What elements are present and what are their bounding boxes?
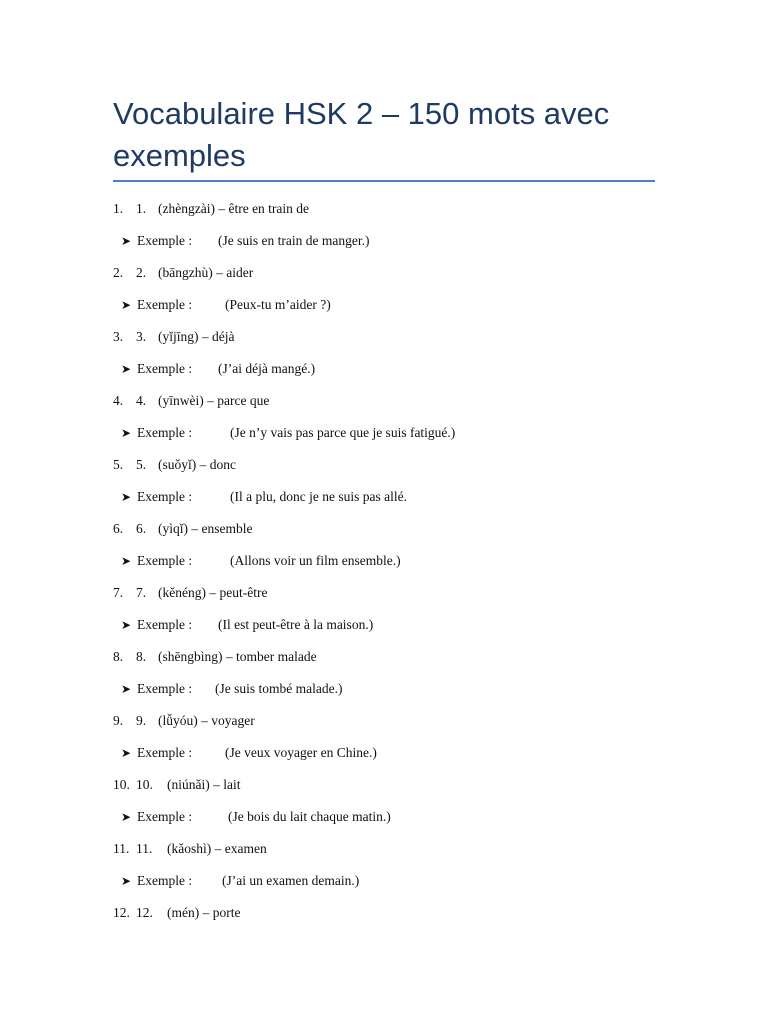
- vocab-word: (yīnwèi) – parce que: [158, 393, 270, 408]
- arrow-bullet-icon: ➤: [121, 234, 132, 248]
- item-number: 9.: [136, 713, 147, 728]
- list-number: 3.: [113, 329, 124, 344]
- arrow-bullet-icon: ➤: [121, 426, 132, 440]
- arrow-bullet-icon: ➤: [121, 298, 132, 312]
- example-label: Exemple :: [137, 553, 193, 568]
- list-number: 1.: [113, 201, 124, 216]
- arrow-bullet-icon: ➤: [121, 618, 132, 632]
- vocabulary-list: [0, 198, 768, 966]
- example-label: Exemple :: [137, 873, 193, 888]
- item-number: 11.: [136, 841, 153, 856]
- example-label: Exemple :: [137, 745, 193, 760]
- vocab-word: (mén) – porte: [167, 905, 241, 920]
- list-number: 7.: [113, 585, 124, 600]
- example-sentence: (J’ai un examen demain.): [222, 873, 360, 888]
- vocab-entry: [0, 518, 768, 582]
- arrow-bullet-icon: ➤: [121, 810, 132, 824]
- vocab-entry: [0, 390, 768, 454]
- title-underline: [113, 180, 655, 182]
- example-sentence: (Il a plu, donc je ne suis pas allé.: [230, 489, 407, 504]
- vocab-word: (bāngzhù) – aider: [158, 265, 254, 280]
- arrow-bullet-icon: ➤: [121, 874, 132, 888]
- list-number: 9.: [113, 713, 124, 728]
- vocab-entry: [0, 902, 768, 966]
- vocab-entry: [0, 838, 768, 902]
- vocab-word: (suǒyǐ) – donc: [158, 457, 236, 472]
- vocab-word: (shēngbìng) – tomber malade: [158, 649, 317, 664]
- item-number: 2.: [136, 265, 147, 280]
- vocab-entry: [0, 198, 768, 262]
- example-label: Exemple :: [137, 297, 193, 312]
- example-sentence: (Il est peut-être à la maison.): [218, 617, 374, 632]
- item-number: 3.: [136, 329, 147, 344]
- example-label: Exemple :: [137, 617, 193, 632]
- vocab-entry: [0, 646, 768, 710]
- list-number: 5.: [113, 457, 124, 472]
- vocab-entry: [0, 774, 768, 838]
- example-sentence: (Je bois du lait chaque matin.): [228, 809, 391, 824]
- example-label: Exemple :: [137, 233, 193, 248]
- vocab-word: (yǐjīng) – déjà: [158, 329, 235, 344]
- item-number: 5.: [136, 457, 147, 472]
- vocab-entry: [0, 454, 768, 518]
- example-sentence: (Je suis en train de manger.): [218, 233, 370, 248]
- list-number: 6.: [113, 521, 124, 536]
- item-number: 10.: [136, 777, 153, 792]
- arrow-bullet-icon: ➤: [121, 682, 132, 696]
- example-label: Exemple :: [137, 809, 193, 824]
- item-number: 4.: [136, 393, 147, 408]
- vocab-entry: [0, 582, 768, 646]
- item-number: 1.: [136, 201, 147, 216]
- arrow-bullet-icon: ➤: [121, 554, 132, 568]
- example-label: Exemple :: [137, 425, 193, 440]
- arrow-bullet-icon: ➤: [121, 746, 132, 760]
- example-label: Exemple :: [137, 489, 193, 504]
- example-sentence: (Je suis tombé malade.): [215, 681, 343, 696]
- vocab-word: (lǚyóu) – voyager: [158, 713, 255, 728]
- vocab-entry: [0, 710, 768, 774]
- vocab-word: (yìqǐ) – ensemble: [158, 521, 253, 536]
- example-sentence: (Peux-tu m’aider ?): [225, 297, 331, 312]
- arrow-bullet-icon: ➤: [121, 490, 132, 504]
- vocab-entry: [0, 262, 768, 326]
- vocab-word: (kǎoshì) – examen: [167, 841, 267, 856]
- vocab-word: (niúnǎi) – lait: [167, 777, 241, 792]
- item-number: 8.: [136, 649, 147, 664]
- arrow-bullet-icon: ➤: [121, 362, 132, 376]
- example-label: Exemple :: [137, 681, 193, 696]
- vocab-word: (kěnéng) – peut-être: [158, 585, 268, 600]
- vocab-entry: [0, 326, 768, 390]
- list-number: 12.: [113, 905, 130, 920]
- list-number: 4.: [113, 393, 124, 408]
- list-number: 2.: [113, 265, 124, 280]
- example-sentence: (Je n’y vais pas parce que je suis fatigué.): [230, 425, 456, 440]
- item-number: 12.: [136, 905, 153, 920]
- list-number: 8.: [113, 649, 124, 664]
- list-number: 10.: [113, 777, 130, 792]
- vocab-word: (zhèngzài) – être en train de: [158, 201, 310, 216]
- item-number: 6.: [136, 521, 147, 536]
- example-sentence: (Allons voir un film ensemble.): [230, 553, 401, 568]
- document-title: Vocabulaire HSK 2 – 150 mots avec exemples: [113, 96, 610, 173]
- example-label: Exemple :: [137, 361, 193, 376]
- example-sentence: (Je veux voyager en Chine.): [225, 745, 377, 760]
- item-number: 7.: [136, 585, 147, 600]
- example-sentence: (J’ai déjà mangé.): [218, 361, 316, 376]
- list-number: 11.: [113, 841, 130, 856]
